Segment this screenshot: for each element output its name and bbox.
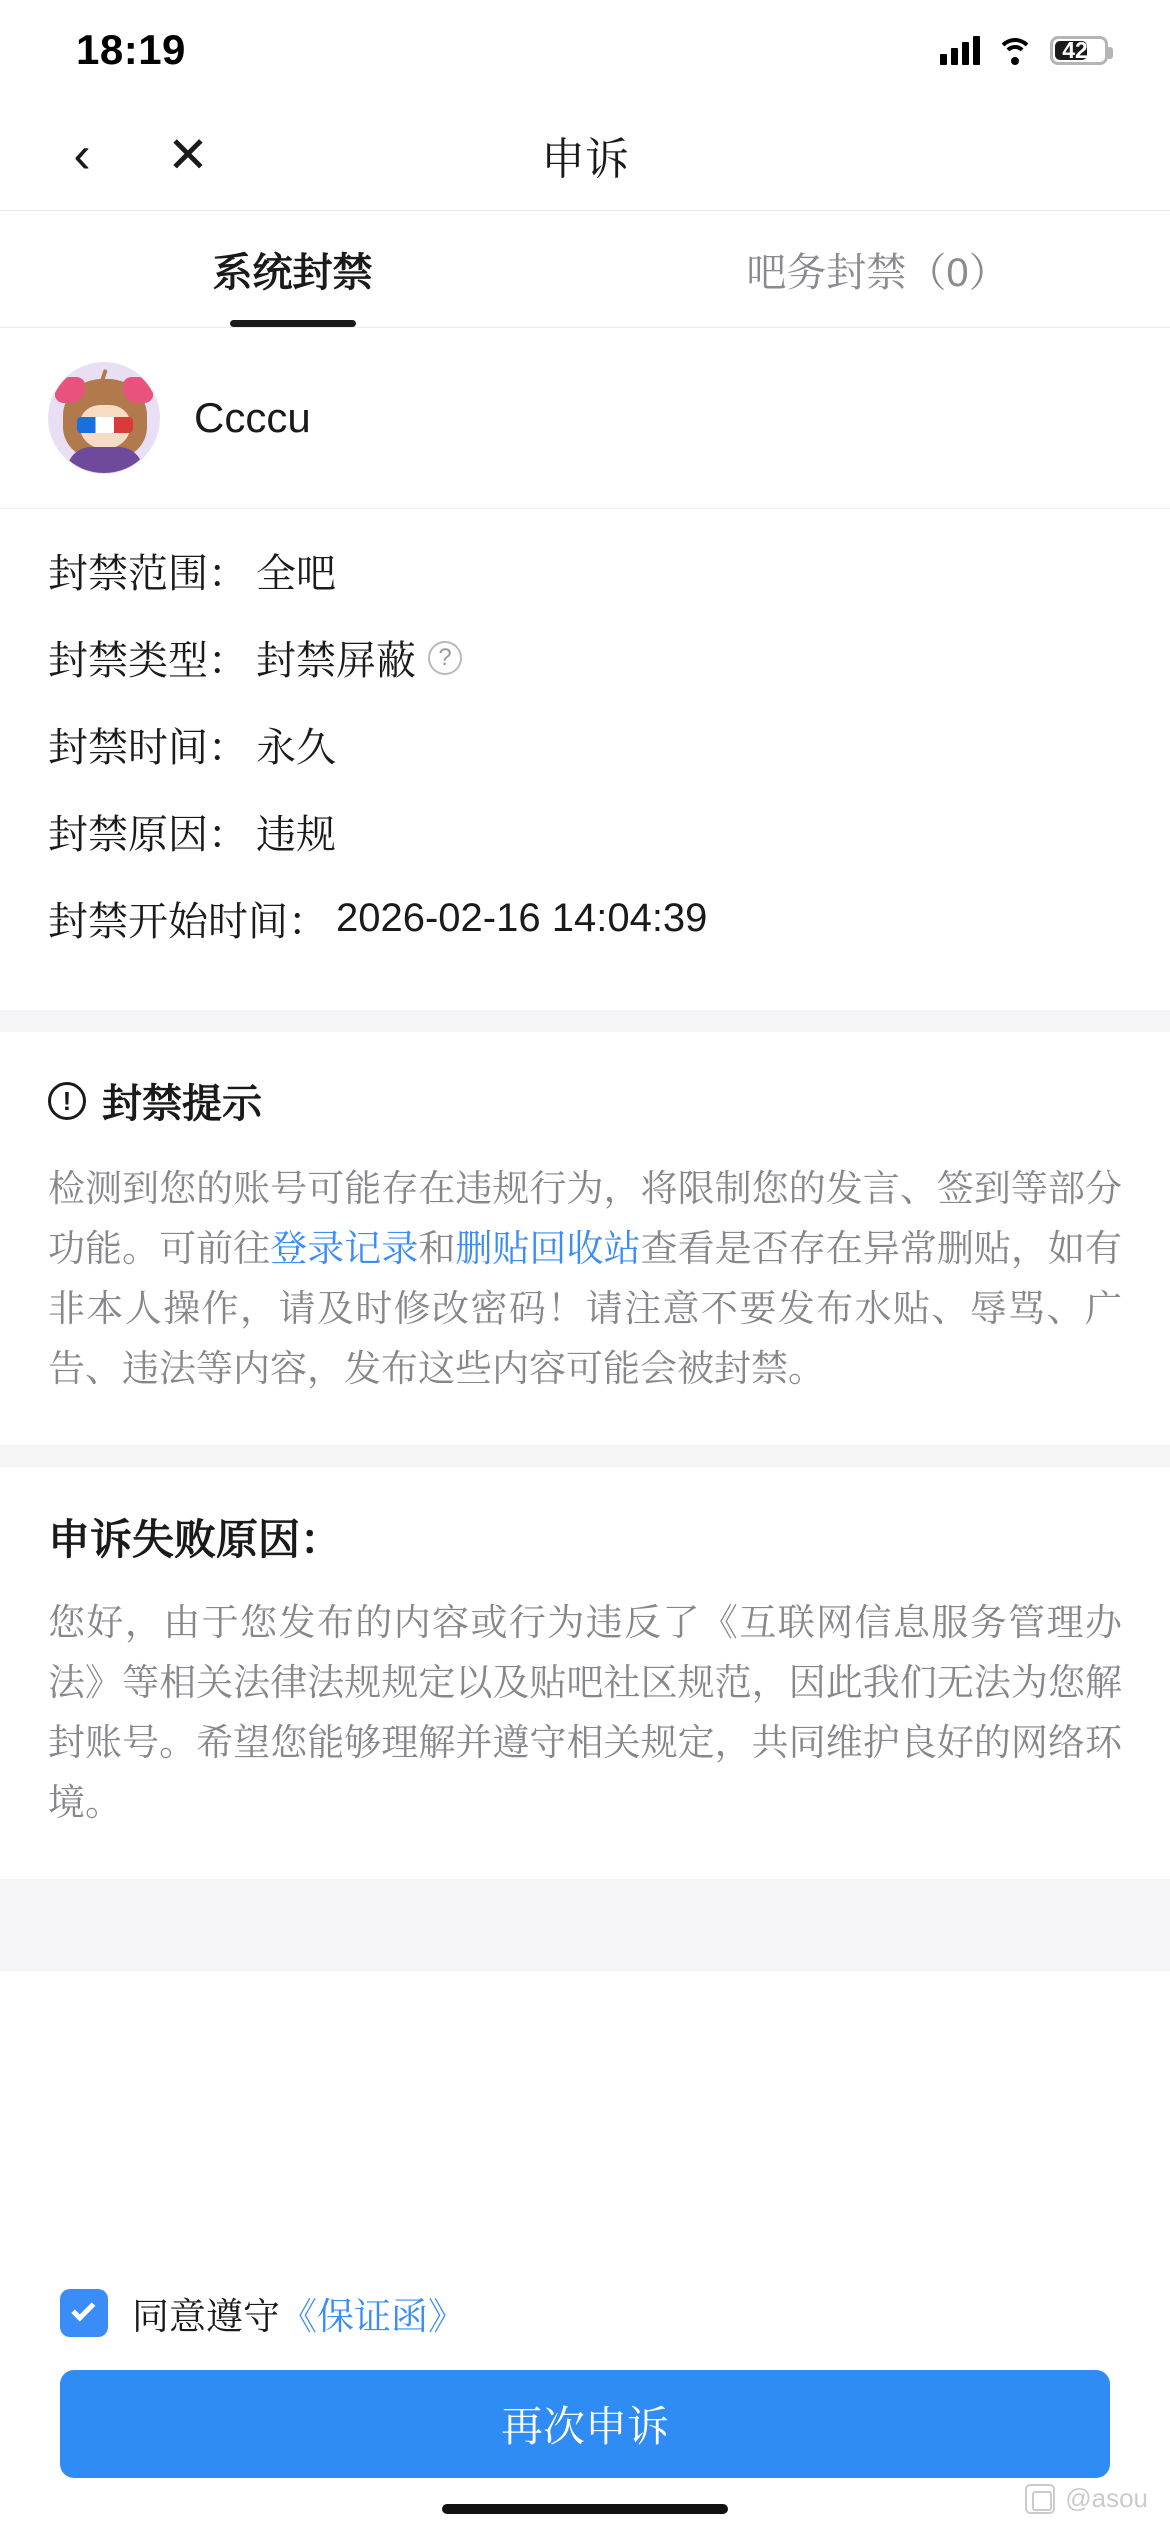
appeal-fail-section [0, 1467, 1170, 1879]
agree-checkbox[interactable] [60, 2289, 108, 2337]
tab-forum-ban-label: 吧务封禁（0） [746, 250, 1009, 295]
appeal-fail-title: 申诉失败原因： [48, 1515, 343, 1563]
info-value: 全吧 [256, 552, 336, 596]
watermark-icon [1025, 2484, 1055, 2514]
watermark [1025, 2483, 1148, 2514]
deleted-posts-link[interactable]: 删贴回收站 [455, 1227, 641, 1269]
agree-text [132, 2286, 465, 2340]
info-value: 违规 [256, 813, 336, 857]
cellular-signal-icon [940, 35, 980, 65]
info-row [48, 527, 1122, 614]
tab-bar [0, 211, 1170, 327]
nav-bar [0, 100, 1170, 210]
guarantee-letter-link[interactable]: 《保证函》 [280, 2296, 465, 2337]
tab-forum-ban[interactable] [585, 211, 1170, 327]
info-label: 封禁原因： [48, 813, 248, 857]
footer [0, 2248, 1170, 2532]
user-row[interactable] [0, 328, 1170, 508]
info-row [48, 788, 1122, 875]
info-row [48, 875, 1122, 962]
status-bar [0, 0, 1170, 100]
info-value: 2026-02-16 14:04:39 [336, 896, 708, 940]
page-title: 申诉 [541, 135, 629, 184]
status-time: 18:19 [76, 26, 186, 73]
tab-system-ban-label: 系统封禁 [212, 250, 373, 295]
info-value: 封禁屏蔽 [256, 639, 416, 683]
ban-notice-title-row [48, 1072, 1122, 1129]
ban-notice-title: 封禁提示 [102, 1082, 262, 1126]
avatar [48, 362, 160, 474]
tab-system-ban[interactable] [0, 211, 585, 327]
ban-notice-text [48, 1159, 1122, 1399]
login-record-link[interactable]: 登录记录 [270, 1227, 419, 1269]
section-gap-2 [0, 1445, 1170, 1467]
notice-text-3: 查看是否存在异常删贴，如有非本人操作，请及时修改密码！请注意不要发布水贴、辱骂、广告、违法等内容，发布这些内容可能会被封禁。 [48, 1227, 1123, 1389]
notice-text-1: 检测到您的账号可能存在违规行为，将限制您的发言、签到等部分功能。可前往 [48, 1168, 1122, 1269]
info-row [48, 614, 1122, 701]
user-name: Ccccu [194, 394, 311, 441]
home-indicator [60, 2478, 1110, 2532]
notice-text-2: 和 [418, 1227, 456, 1269]
info-label: 封禁开始时间： [48, 900, 328, 944]
info-label: 封禁时间： [48, 726, 248, 770]
help-icon[interactable]: ? [428, 641, 462, 675]
watermark-text: @asou [1065, 2483, 1148, 2513]
submit-appeal-button[interactable]: 再次申诉 [60, 2370, 1110, 2478]
agree-prefix: 同意遵守 [132, 2296, 280, 2337]
info-label: 封禁范围： [48, 552, 248, 596]
ban-notice-section [0, 1032, 1170, 1445]
bottom-gap [0, 1879, 1170, 1971]
wifi-icon [996, 36, 1034, 64]
status-icons [940, 35, 1108, 65]
section-gap [0, 1010, 1170, 1032]
chevron-left-icon[interactable]: ‹ [73, 126, 91, 184]
agree-row[interactable] [60, 2248, 1110, 2370]
info-label: 封禁类型： [48, 639, 248, 683]
battery-level: 42 [1062, 36, 1088, 63]
info-value: 永久 [256, 726, 336, 770]
close-icon[interactable]: ✕ [167, 127, 209, 183]
exclamation-icon: ! [48, 1082, 86, 1120]
appeal-fail-text: 您好，由于您发布的内容或行为违反了《互联网信息服务管理办法》等相关法律法规规定以及贴吧社区规范，因此我们无法为您解封账号。希望您能够理解并遵守相关规定，共同维护良好的网络环境。 [48, 1601, 1122, 1823]
battery-icon [1050, 36, 1108, 65]
ban-info-list [0, 509, 1170, 1010]
info-row [48, 701, 1122, 788]
